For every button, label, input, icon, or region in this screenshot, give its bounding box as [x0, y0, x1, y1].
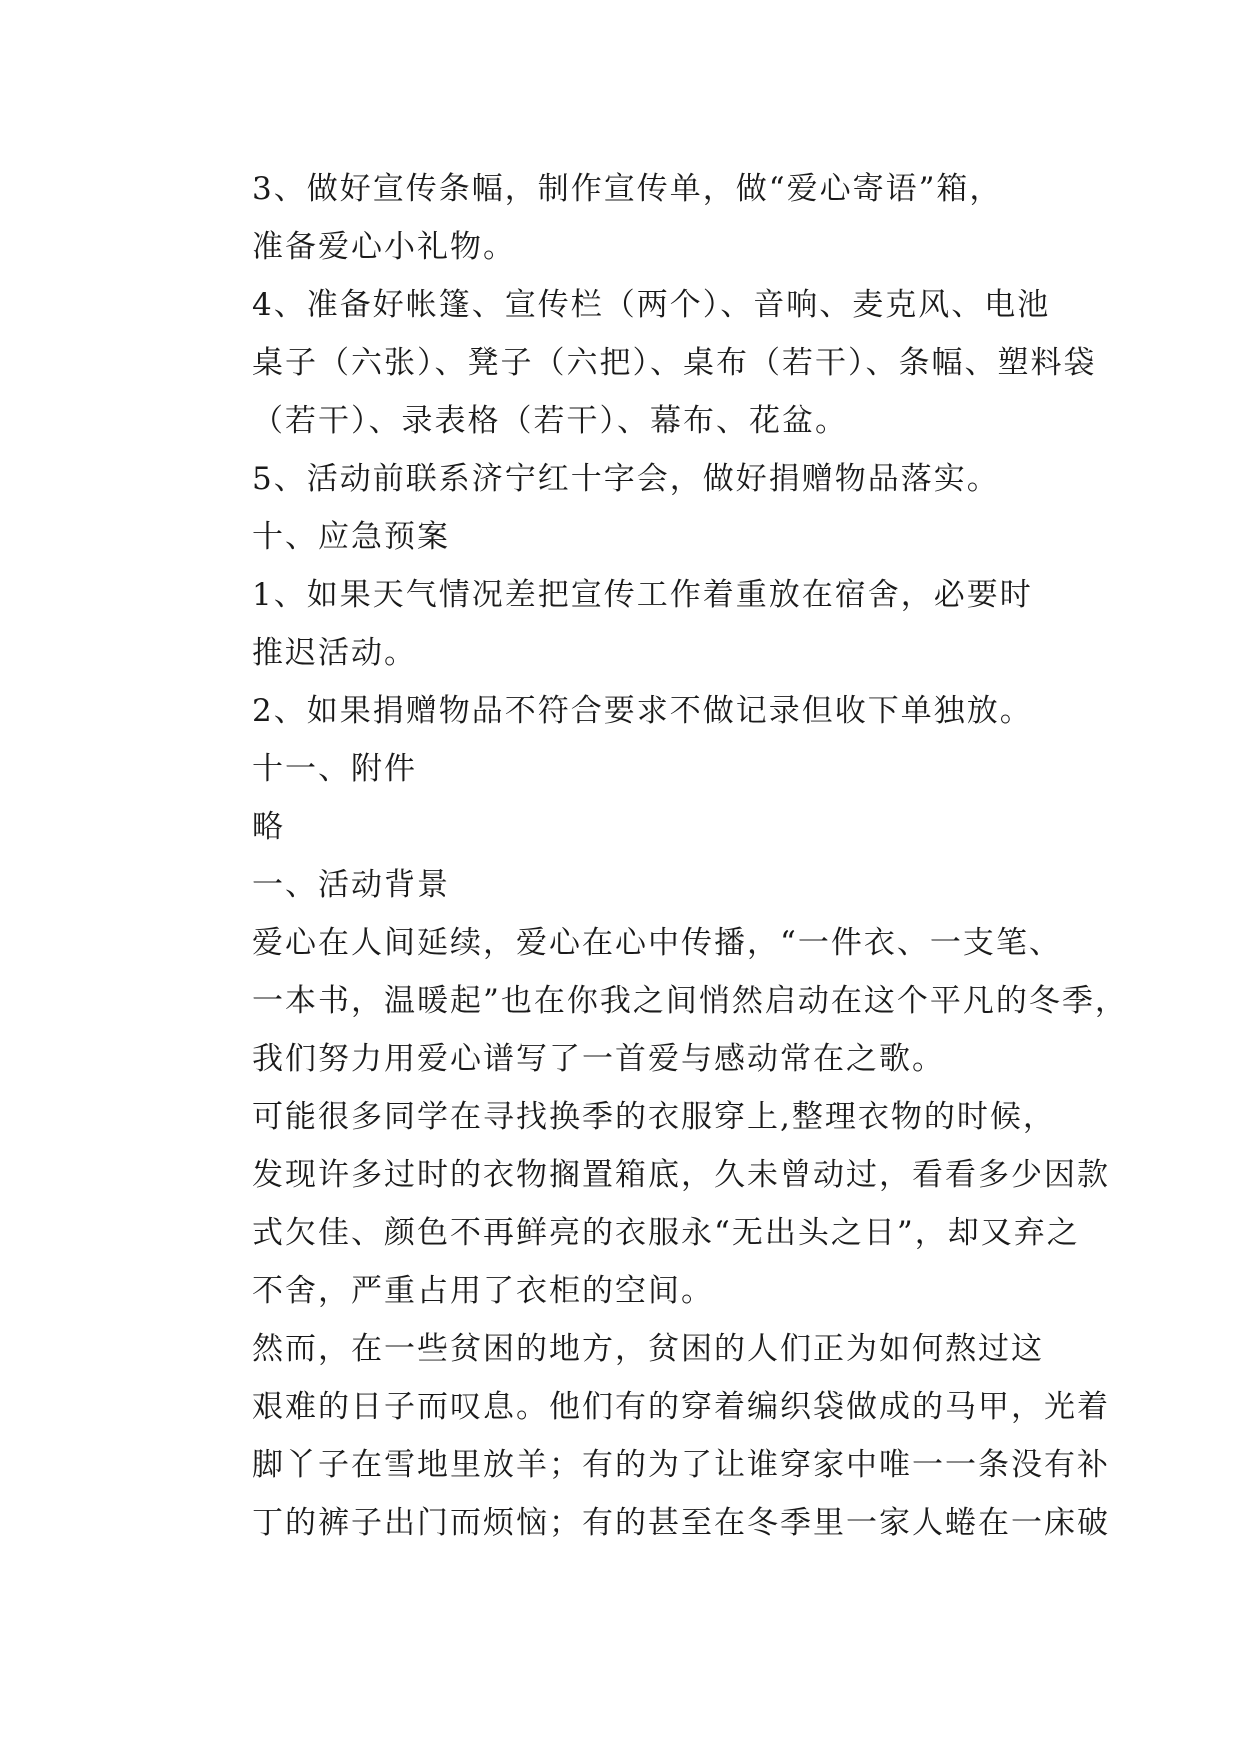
text-line: 准备爱心小礼物。	[252, 229, 516, 265]
text-line: 一、活动背景	[252, 867, 450, 903]
paragraph	[190, 914, 1128, 1088]
text-line: 4、准备好帐篷、宣传栏（两个）、音响、麦克风、电池	[252, 287, 1051, 323]
text-line: 十、应急预案	[252, 519, 450, 555]
text-line: 十一、附件	[252, 751, 417, 787]
text-line: 脚丫子在雪地里放羊；有的为了让谁穿家中唯一一条没有补	[252, 1447, 1110, 1483]
text-line: 然而，在一些贫困的地方，贫困的人们正为如何熬过这	[252, 1331, 1044, 1367]
paragraph	[190, 798, 1070, 856]
text-line: 3、做好宣传条幅，制作宣传单，做“爱心寄语”箱，	[252, 171, 1003, 207]
paragraph	[190, 508, 1070, 566]
text-line: 5、活动前联系济宁红十字会，做好捐赠物品落实。	[252, 461, 1000, 497]
text-line: 2、如果捐赠物品不符合要求不做记录但收下单独放。	[252, 693, 1033, 729]
paragraph	[190, 276, 1097, 450]
text-line: 丁的裤子出门而烦恼；有的甚至在冬季里一家人蜷在一床破	[252, 1505, 1110, 1541]
text-line: 推迟活动。	[252, 635, 417, 671]
text-line: 式欠佳、颜色不再鲜亮的衣服永“无出头之日”，却又弃之	[252, 1215, 1080, 1251]
paragraph	[190, 1320, 1110, 1552]
paragraph	[190, 856, 1070, 914]
paragraph	[190, 740, 1070, 798]
text-line: 不舍，严重占用了衣柜的空间。	[252, 1273, 714, 1309]
text-line: （若干）、录表格（若干）、幕布、花盆。	[252, 403, 848, 439]
text-line: 一本书，温暖起”也在你我之间悄然启动在这个平凡的冬季，	[252, 983, 1128, 1019]
paragraph	[190, 160, 1070, 276]
paragraph	[190, 450, 1070, 508]
document-body	[190, 160, 1128, 1552]
text-line: 可能很多同学在寻找换季的衣服穿上,整理衣物的时候，	[252, 1099, 1056, 1135]
paragraph	[190, 1088, 1110, 1320]
text-line: 1、如果天气情况差把宣传工作着重放在宿舍，必要时	[252, 577, 1033, 613]
text-line: 略	[252, 809, 285, 845]
text-line: 桌子（六张）、凳子（六把）、桌布（若干）、条幅、塑料袋	[252, 345, 1097, 381]
text-line: 爱心在人间延续，爱心在心中传播，“一件衣、一支笔、	[252, 925, 1062, 961]
paragraph	[190, 566, 1070, 682]
text-line: 发现许多过时的衣物搁置箱底，久未曾动过，看看多少因款	[252, 1157, 1110, 1193]
text-line: 我们努力用爱心谱写了一首爱与感动常在之歌。	[252, 1041, 945, 1077]
paragraph	[190, 682, 1070, 740]
text-line: 艰难的日子而叹息。他们有的穿着编织袋做成的马甲，光着	[252, 1389, 1110, 1425]
